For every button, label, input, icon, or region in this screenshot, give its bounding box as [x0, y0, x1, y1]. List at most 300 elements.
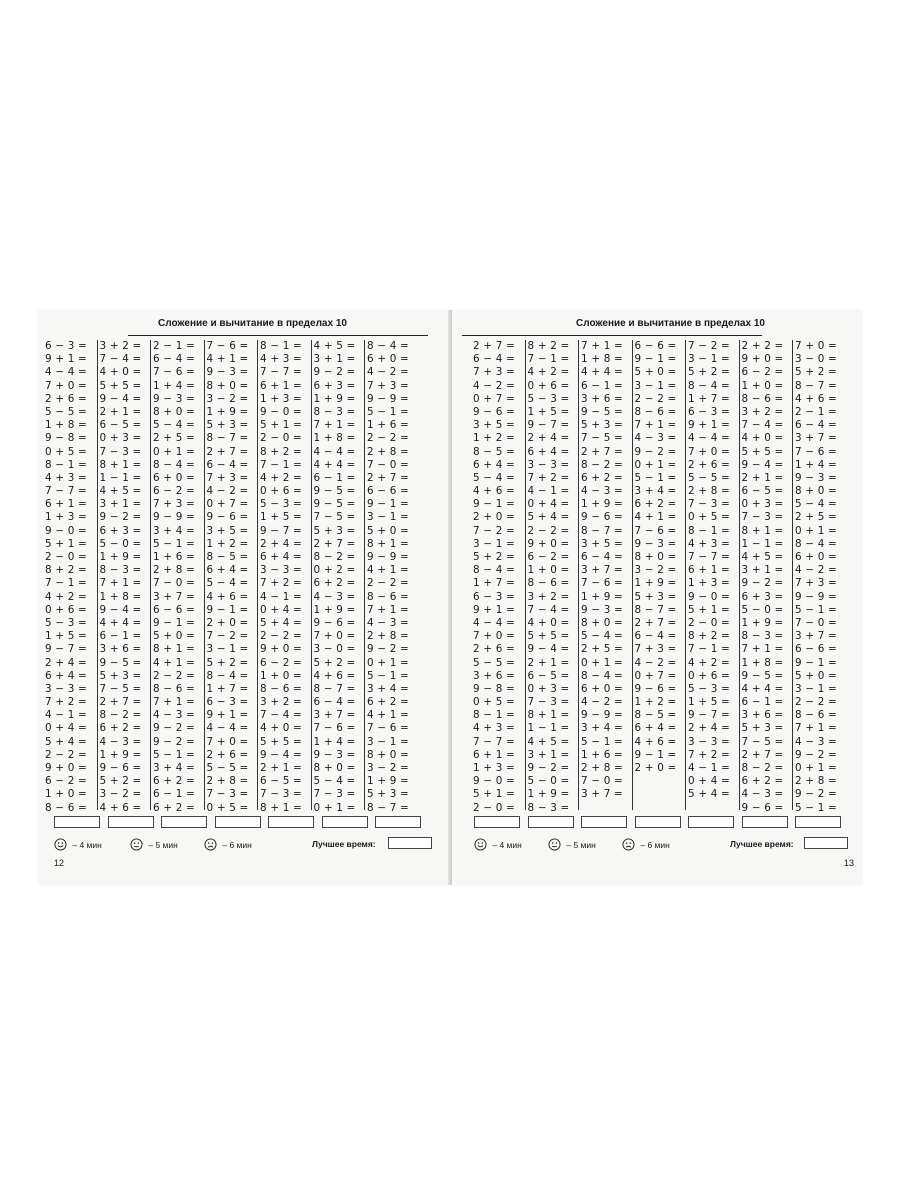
exercise: 1 + 9 =	[99, 551, 142, 563]
time-legend-item	[130, 836, 178, 853]
exercise: 3 + 7 =	[313, 709, 356, 722]
exercise: 7 − 6 =	[313, 722, 356, 735]
exercise: 0 + 1 =	[795, 524, 837, 537]
exercise: 7 − 5 =	[313, 511, 356, 524]
exercise: 9 − 2 =	[527, 762, 570, 774]
exercise: 8 − 4 =	[153, 458, 195, 471]
exercise: 1 + 9 =	[581, 590, 623, 603]
exercise: 7 + 3 =	[795, 577, 837, 590]
title-underline	[128, 335, 428, 336]
exercise: 4 − 4 =	[45, 366, 87, 379]
exercise: 9 − 2 =	[153, 735, 195, 748]
exercise: 8 − 4 =	[367, 340, 409, 352]
exercise: 4 + 5 =	[527, 735, 570, 748]
exercise: 4 + 5 =	[99, 485, 142, 498]
exercise: 5 + 3 =	[367, 788, 409, 801]
exercise: 3 − 1 =	[367, 735, 409, 748]
exercise: 8 − 6 =	[634, 405, 677, 418]
exercise: 2 − 2 =	[634, 392, 677, 405]
exercise: 9 − 3 =	[795, 471, 837, 484]
exercise: 7 − 3 =	[206, 788, 249, 801]
exercise: 4 − 2 =	[634, 656, 677, 669]
exercise: 3 + 2 =	[527, 590, 570, 603]
exercise: 5 + 4 =	[260, 616, 302, 629]
exercise: 5 + 4 =	[527, 511, 570, 524]
time-entry-box[interactable]	[742, 816, 788, 828]
exercise: 9 − 2 =	[634, 445, 677, 458]
exercise: 7 + 0 =	[473, 630, 515, 643]
exercise: 5 + 3 =	[581, 419, 623, 432]
exercise: 7 − 3 =	[527, 696, 570, 709]
happy-face-icon	[54, 838, 67, 851]
exercise: 8 − 6 =	[795, 709, 837, 722]
exercise: 9 − 3 =	[313, 748, 356, 761]
exercise: 1 + 9 =	[527, 788, 570, 801]
exercise: 7 + 2 =	[527, 471, 570, 484]
time-entry-box[interactable]	[322, 816, 368, 828]
exercise: 4 − 1 =	[45, 709, 87, 722]
exercise: 2 + 8 =	[153, 564, 195, 577]
exercise: 0 + 7 =	[473, 392, 515, 405]
exercise: 2 + 1 =	[741, 471, 784, 484]
exercise: 8 − 2 =	[313, 551, 356, 563]
exercise: 9 − 4 =	[99, 603, 142, 616]
exercise: 8 + 0 =	[367, 748, 409, 761]
exercise: 5 + 1 =	[473, 788, 515, 801]
exercise: 2 − 2 =	[260, 630, 302, 643]
exercise: 4 + 3 =	[45, 471, 87, 484]
exercise: 3 + 2 =	[99, 340, 142, 352]
time-entry-box[interactable]	[108, 816, 154, 828]
exercise: 8 + 0 =	[581, 616, 623, 629]
time-entry-box[interactable]	[215, 816, 261, 828]
exercise: 6 − 2 =	[45, 775, 87, 788]
exercise: 2 + 6 =	[473, 643, 515, 656]
exercise: 6 − 5 =	[260, 775, 302, 788]
time-entry-box[interactable]	[375, 816, 421, 828]
time-legend-label: – 4 мин	[72, 839, 102, 850]
exercise: 0 + 1 =	[795, 762, 837, 774]
exercise: 7 + 1 =	[741, 643, 784, 656]
time-entry-box[interactable]	[161, 816, 207, 828]
exercise: 1 + 5 =	[45, 630, 87, 643]
exercise: 4 + 2 =	[688, 656, 730, 669]
exercise: 7 − 6 =	[581, 577, 623, 590]
exercise: 1 + 7 =	[688, 392, 730, 405]
exercise: 2 + 5 =	[581, 643, 623, 656]
exercise: 5 + 1 =	[260, 419, 302, 432]
exercise: 6 + 4 =	[634, 722, 677, 735]
exercise: 9 − 2 =	[367, 643, 409, 656]
exercise: 8 − 4 =	[206, 669, 249, 682]
exercise: 9 − 7 =	[260, 524, 302, 537]
time-entry-box[interactable]	[581, 816, 627, 828]
best-time-box[interactable]	[804, 837, 848, 849]
exercise: 9 − 3 =	[634, 537, 677, 550]
exercise: 2 + 0 =	[634, 762, 677, 774]
exercise: 9 − 2 =	[99, 511, 142, 524]
exercise: 6 − 4 =	[473, 353, 515, 366]
exercise: 9 − 2 =	[795, 748, 837, 761]
exercise-column	[578, 340, 624, 810]
exercise: 1 − 1 =	[99, 471, 142, 484]
exercise: 5 − 1 =	[795, 801, 837, 814]
time-entry-box[interactable]	[54, 816, 100, 828]
exercise: 0 + 4 =	[688, 775, 730, 788]
exercise: 7 − 0 =	[153, 577, 195, 590]
exercise: 1 + 4 =	[153, 379, 195, 392]
exercise: 3 + 7 =	[795, 432, 837, 445]
exercise: 5 − 4 =	[313, 775, 356, 788]
exercise: 4 + 6 =	[99, 801, 142, 814]
exercise: 2 − 2 =	[367, 577, 409, 590]
exercise: 4 + 4 =	[581, 366, 623, 379]
time-entry-box[interactable]	[474, 816, 520, 828]
exercise: 8 + 0 =	[153, 405, 195, 418]
exercise: 9 − 7 =	[527, 419, 570, 432]
exercise: 6 + 3 =	[99, 524, 142, 537]
exercise: 8 − 7 =	[581, 524, 623, 537]
exercise: 4 + 6 =	[206, 590, 249, 603]
exercise: 7 − 6 =	[367, 722, 409, 735]
exercise: 2 − 0 =	[260, 432, 302, 445]
neutral-face-icon	[130, 838, 143, 851]
exercise: 0 + 5 =	[45, 445, 87, 458]
exercise: 5 + 2 =	[206, 656, 249, 669]
exercise: 1 + 8 =	[581, 353, 623, 366]
exercise: 4 + 4 =	[741, 682, 784, 695]
right-page	[452, 310, 862, 885]
exercise: 6 − 1 =	[581, 379, 623, 392]
exercise: 7 − 5 =	[99, 682, 142, 695]
exercise: 5 + 3 =	[206, 419, 249, 432]
sad-face-icon	[204, 838, 217, 851]
exercise: 6 + 2 =	[313, 577, 356, 590]
best-time-label: Лучшее время:	[730, 839, 794, 849]
exercise: 8 − 4 =	[688, 379, 730, 392]
exercise: 3 + 2 =	[741, 405, 784, 418]
title-underline	[462, 335, 762, 336]
time-entry-box[interactable]	[528, 816, 574, 828]
best-time-label: Лучшее время:	[312, 839, 376, 849]
exercise: 5 + 4 =	[45, 735, 87, 748]
exercise: 7 − 5 =	[581, 432, 623, 445]
exercise: 3 + 5 =	[206, 524, 249, 537]
exercise-column	[685, 340, 731, 810]
exercise: 9 − 4 =	[741, 458, 784, 471]
time-legend-item	[54, 836, 102, 853]
exercise: 6 − 1 =	[313, 471, 356, 484]
exercise: 8 + 2 =	[527, 340, 570, 352]
exercise: 8 − 5 =	[634, 709, 677, 722]
exercise: 3 + 5 =	[473, 419, 515, 432]
exercise: 5 + 3 =	[99, 669, 142, 682]
exercise-column	[257, 340, 303, 814]
exercise: 7 + 1 =	[99, 577, 142, 590]
exercise-column	[739, 340, 785, 814]
exercise: 4 − 2 =	[581, 696, 623, 709]
exercise: 2 + 7 =	[367, 471, 409, 484]
time-entry-box[interactable]	[268, 816, 314, 828]
time-entry-box[interactable]	[795, 816, 841, 828]
exercise: 1 + 9 =	[367, 775, 409, 788]
exercise: 1 + 2 =	[206, 537, 249, 550]
exercise: 2 + 4 =	[527, 432, 570, 445]
time-entry-box[interactable]	[635, 816, 681, 828]
exercise: 5 + 5 =	[99, 379, 142, 392]
exercise: 5 − 4 =	[581, 630, 623, 643]
exercise: 3 − 3 =	[527, 458, 570, 471]
exercise: 0 + 5 =	[688, 511, 730, 524]
exercise: 3 − 3 =	[260, 564, 302, 577]
exercise: 6 − 4 =	[313, 696, 356, 709]
exercise: 3 − 0 =	[795, 353, 837, 366]
exercise: 5 + 4 =	[688, 788, 730, 801]
exercise: 8 − 3 =	[741, 630, 784, 643]
exercise: 9 − 8 =	[473, 682, 515, 695]
exercise: 5 − 4 =	[473, 471, 515, 484]
exercise: 9 − 9 =	[367, 392, 409, 405]
exercise: 2 − 2 =	[45, 748, 87, 761]
exercise: 6 − 4 =	[153, 353, 195, 366]
exercise: 8 − 6 =	[153, 682, 195, 695]
exercise: 9 − 8 =	[45, 432, 87, 445]
exercise: 5 − 3 =	[45, 616, 87, 629]
exercise: 8 − 6 =	[367, 590, 409, 603]
exercise: 2 + 5 =	[153, 432, 195, 445]
exercise: 3 + 4 =	[367, 682, 409, 695]
exercise: 4 + 2 =	[260, 471, 302, 484]
exercise: 2 + 8 =	[206, 775, 249, 788]
exercise: 3 − 3 =	[688, 735, 730, 748]
exercise: 6 − 6 =	[634, 340, 677, 352]
exercise: 3 + 2 =	[260, 696, 302, 709]
exercise: 7 − 4 =	[527, 603, 570, 616]
exercise: 9 − 7 =	[45, 643, 87, 656]
exercise: 0 + 1 =	[367, 656, 409, 669]
exercise: 7 + 1 =	[581, 340, 623, 352]
exercise: 8 − 6 =	[741, 392, 784, 405]
exercise: 8 − 4 =	[473, 564, 515, 577]
exercise: 5 − 5 =	[688, 471, 730, 484]
exercise: 8 + 1 =	[741, 524, 784, 537]
exercise: 3 − 2 =	[367, 762, 409, 774]
exercise: 3 + 7 =	[153, 590, 195, 603]
exercise: 9 − 6 =	[741, 801, 784, 814]
exercise: 4 − 3 =	[581, 485, 623, 498]
exercise: 7 + 0 =	[206, 735, 249, 748]
exercise: 6 + 2 =	[741, 775, 784, 788]
exercise: 6 − 6 =	[795, 643, 837, 656]
exercise: 7 − 6 =	[795, 445, 837, 458]
exercise-column	[471, 340, 517, 814]
exercise: 7 − 2 =	[473, 524, 515, 537]
exercise: 0 + 6 =	[45, 603, 87, 616]
exercise: 2 + 0 =	[473, 511, 515, 524]
exercise: 7 − 2 =	[688, 340, 730, 352]
exercise: 8 − 2 =	[741, 762, 784, 774]
exercise: 1 + 5 =	[260, 511, 302, 524]
exercise: 3 + 6 =	[473, 669, 515, 682]
exercise: 5 − 5 =	[473, 656, 515, 669]
exercise: 6 + 1 =	[45, 498, 87, 511]
exercise: 4 + 3 =	[688, 537, 730, 550]
exercise: 7 + 3 =	[367, 379, 409, 392]
exercise: 4 − 3 =	[153, 709, 195, 722]
exercise: 7 + 1 =	[313, 419, 356, 432]
exercise: 5 + 5 =	[741, 445, 784, 458]
exercise: 1 + 4 =	[795, 458, 837, 471]
exercise: 2 − 2 =	[795, 696, 837, 709]
exercise: 1 + 9 =	[581, 498, 623, 511]
exercise: 5 + 0 =	[634, 366, 677, 379]
exercise: 2 + 1 =	[527, 656, 570, 669]
exercise: 5 − 0 =	[527, 775, 570, 788]
exercise: 1 − 1 =	[741, 537, 784, 550]
exercise: 5 + 2 =	[99, 775, 142, 788]
exercise: 9 − 0 =	[260, 405, 302, 418]
exercise: 6 − 3 =	[45, 340, 87, 352]
time-legend-item	[204, 836, 252, 853]
exercise: 6 + 2 =	[634, 498, 677, 511]
exercise: 5 − 1 =	[634, 471, 677, 484]
exercise: 8 − 5 =	[473, 445, 515, 458]
exercise: 4 − 3 =	[367, 616, 409, 629]
exercise: 8 + 2 =	[260, 445, 302, 458]
exercise: 2 + 4 =	[45, 656, 87, 669]
exercise: 9 − 1 =	[206, 603, 249, 616]
exercise: 4 + 4 =	[99, 616, 142, 629]
exercise: 2 + 7 =	[634, 616, 677, 629]
exercise: 6 + 2 =	[367, 696, 409, 709]
exercise: 2 + 2 =	[741, 340, 784, 352]
exercise: 9 − 9 =	[153, 511, 195, 524]
exercise: 3 − 3 =	[45, 682, 87, 695]
exercise: 6 − 1 =	[741, 696, 784, 709]
exercise: 9 + 0 =	[741, 353, 784, 366]
exercise: 9 − 6 =	[581, 511, 623, 524]
exercise: 2 − 1 =	[153, 340, 195, 352]
exercise: 9 − 3 =	[153, 392, 195, 405]
time-entry-box[interactable]	[688, 816, 734, 828]
exercise: 5 − 0 =	[741, 603, 784, 616]
exercise: 7 − 7 =	[260, 366, 302, 379]
exercise: 7 − 0 =	[367, 458, 409, 471]
exercise: 2 + 1 =	[260, 762, 302, 774]
exercise: 2 + 6 =	[45, 392, 87, 405]
exercise: 7 + 0 =	[795, 340, 837, 352]
exercise: 5 − 4 =	[795, 498, 837, 511]
exercise: 9 − 6 =	[206, 511, 249, 524]
exercise: 5 + 1 =	[45, 537, 87, 550]
exercise: 6 − 2 =	[260, 656, 302, 669]
exercise: 7 − 0 =	[795, 616, 837, 629]
exercise: 0 + 6 =	[527, 379, 570, 392]
exercise: 2 + 8 =	[367, 445, 409, 458]
exercise: 3 + 4 =	[581, 722, 623, 735]
exercise: 3 + 5 =	[581, 537, 623, 550]
exercise: 7 − 7 =	[688, 551, 730, 563]
exercise: 5 − 1 =	[367, 405, 409, 418]
exercise: 6 − 4 =	[206, 458, 249, 471]
exercise: 5 + 0 =	[367, 524, 409, 537]
exercise: 0 + 2 =	[313, 564, 356, 577]
sad-face-icon	[622, 838, 635, 851]
exercise: 3 − 1 =	[795, 682, 837, 695]
exercise: 8 + 1 =	[527, 709, 570, 722]
time-legend-item	[622, 836, 670, 853]
exercise: 0 + 3 =	[99, 432, 142, 445]
exercise: 0 + 4 =	[260, 603, 302, 616]
exercise: 8 − 2 =	[581, 458, 623, 471]
exercise: 4 + 6 =	[313, 669, 356, 682]
exercise: 8 − 3 =	[527, 801, 570, 814]
exercise: 3 + 6 =	[99, 643, 142, 656]
exercise: 8 − 7 =	[367, 801, 409, 814]
time-legend-item	[474, 836, 522, 853]
exercise: 9 − 6 =	[634, 682, 677, 695]
exercise: 6 + 0 =	[795, 551, 837, 563]
exercise: 9 − 2 =	[313, 366, 356, 379]
exercise: 1 − 1 =	[527, 722, 570, 735]
exercise: 1 + 9 =	[99, 748, 142, 761]
exercise: 9 − 3 =	[581, 603, 623, 616]
exercise: 5 − 4 =	[206, 577, 249, 590]
exercise: 7 + 2 =	[688, 748, 730, 761]
exercise: 1 + 7 =	[473, 577, 515, 590]
exercise: 2 + 4 =	[260, 537, 302, 550]
time-legend-item	[548, 836, 596, 853]
exercise: 4 − 3 =	[99, 735, 142, 748]
exercise: 8 − 1 =	[688, 524, 730, 537]
best-time-box[interactable]	[388, 837, 432, 849]
exercise: 2 + 6 =	[688, 458, 730, 471]
exercise: 2 + 7 =	[313, 537, 356, 550]
exercise: 3 + 7 =	[581, 788, 623, 801]
exercise: 6 + 0 =	[367, 353, 409, 366]
exercise: 9 + 1 =	[473, 603, 515, 616]
exercise: 3 + 1 =	[527, 748, 570, 761]
exercise: 6 − 1 =	[99, 630, 142, 643]
exercise: 3 − 0 =	[313, 643, 356, 656]
exercise: 1 + 5 =	[688, 696, 730, 709]
exercise: 4 + 3 =	[260, 353, 302, 366]
exercise: 2 + 7 =	[581, 445, 623, 458]
exercise: 9 − 1 =	[153, 616, 195, 629]
exercise: 1 + 9 =	[313, 392, 356, 405]
exercise: 5 − 1 =	[367, 669, 409, 682]
exercise: 4 − 3 =	[313, 590, 356, 603]
neutral-face-icon	[548, 838, 561, 851]
exercise: 8 − 7 =	[206, 432, 249, 445]
exercise: 3 + 1 =	[741, 564, 784, 577]
time-legend-label: – 6 мин	[640, 839, 670, 850]
exercise: 0 + 4 =	[45, 722, 87, 735]
exercise: 9 − 5 =	[313, 498, 356, 511]
exercise: 5 + 0 =	[153, 630, 195, 643]
exercise: 5 + 0 =	[795, 669, 837, 682]
exercise: 6 + 4 =	[260, 551, 302, 563]
exercise: 9 + 1 =	[688, 419, 730, 432]
exercise: 6 − 6 =	[367, 485, 409, 498]
exercise: 9 − 4 =	[527, 643, 570, 656]
exercise: 7 − 6 =	[634, 524, 677, 537]
exercise: 1 + 9 =	[634, 577, 677, 590]
exercise: 9 − 1 =	[367, 498, 409, 511]
exercise: 9 − 6 =	[99, 762, 142, 774]
exercise: 9 − 5 =	[99, 656, 142, 669]
exercise: 2 − 2 =	[153, 669, 195, 682]
